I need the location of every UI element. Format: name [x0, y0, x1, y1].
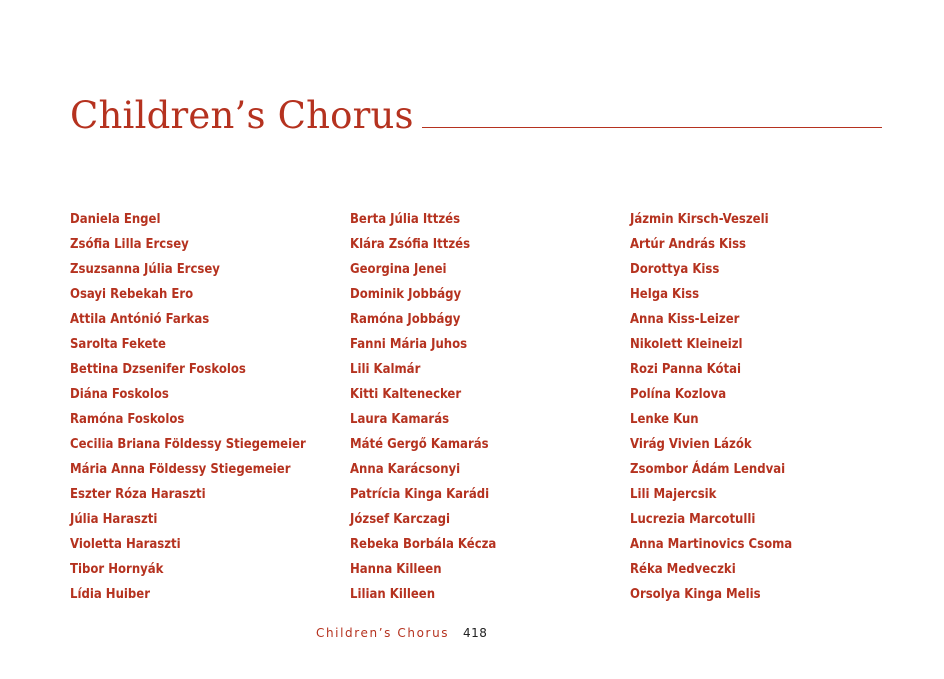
page-footer: [316, 626, 487, 640]
chorus-member-name: Júlia Haraszti: [70, 512, 158, 527]
chorus-member-name: Helga Kiss: [630, 287, 700, 302]
chorus-member-name: Zsuzsanna Júlia Ercsey: [70, 262, 220, 277]
chorus-member-name: Máté Gergő Kamarás: [350, 437, 489, 452]
chorus-member-name: Orsolya Kinga Melis: [630, 587, 761, 602]
chorus-member-name: Virág Vivien Lázók: [630, 437, 752, 452]
chorus-member-name: Lenke Kun: [630, 412, 699, 427]
name-column-1: [70, 210, 335, 610]
chorus-member-name: Diána Foskolos: [70, 387, 169, 402]
chorus-member-name: Berta Júlia Ittzés: [350, 212, 461, 227]
page-title: Children’s Chorus: [70, 94, 414, 137]
chorus-member-name: Mária Anna Földessy Stiegemeier: [70, 462, 291, 477]
chorus-member-name: Patrícia Kinga Karádi: [350, 487, 490, 502]
chorus-member-name: Fanni Mária Juhos: [350, 337, 468, 352]
chorus-member-name: Hanna Killeen: [350, 562, 442, 577]
chorus-member-name: Anna Kiss-Leizer: [630, 312, 740, 327]
chorus-member-name: Nikolett Kleineizl: [630, 337, 743, 352]
chorus-member-name: Cecilia Briana Földessy Stiegemeier: [70, 437, 306, 452]
chorus-member-name: Dominik Jobbágy: [350, 287, 462, 302]
chorus-member-name: Eszter Róza Haraszti: [70, 487, 206, 502]
page-number: 418: [462, 626, 488, 640]
name-column-2: [350, 210, 615, 610]
chorus-member-name: Lucrezia Marcotulli: [630, 512, 756, 527]
section-heading: [70, 84, 882, 137]
chorus-member-name: Ramóna Jobbágy: [350, 312, 461, 327]
chorus-member-name: Sarolta Fekete: [70, 337, 166, 352]
footer-section-label: Children’s Chorus: [316, 626, 450, 640]
chorus-member-name: Attila Antónió Farkas: [70, 312, 210, 327]
chorus-member-name: Rozi Panna Kótai: [630, 362, 742, 377]
chorus-member-name: Lídia Huiber: [70, 587, 150, 602]
chorus-member-name: Lili Majercsik: [630, 487, 717, 502]
chorus-member-name: Anna Martinovics Csoma: [630, 537, 793, 552]
chorus-member-name: Lili Kalmár: [350, 362, 421, 377]
chorus-member-name: Jázmin Kirsch-Veszeli: [630, 212, 769, 227]
chorus-member-name: Zsombor Ádám Lendvai: [630, 462, 786, 477]
title-rule: [422, 127, 882, 128]
name-column-3: [630, 210, 895, 610]
chorus-member-name: Dorottya Kiss: [630, 262, 720, 277]
chorus-member-name: Georgina Jenei: [350, 262, 447, 277]
chorus-member-name: Rebeka Borbála Kécza: [350, 537, 497, 552]
chorus-member-name: Ramóna Foskolos: [70, 412, 185, 427]
chorus-member-name: Lilian Killeen: [350, 587, 436, 602]
chorus-member-name: Klára Zsófia Ittzés: [350, 237, 471, 252]
chorus-member-name: József Karczagi: [350, 512, 450, 527]
chorus-member-name: Anna Karácsonyi: [350, 462, 461, 477]
chorus-member-name: Artúr András Kiss: [630, 237, 747, 252]
chorus-member-name: Violetta Haraszti: [70, 537, 181, 552]
chorus-member-name: Osayi Rebekah Ero: [70, 287, 194, 302]
chorus-member-name: Laura Kamarás: [350, 412, 450, 427]
chorus-member-name: Daniela Engel: [70, 212, 161, 227]
chorus-member-name: Polína Kozlova: [630, 387, 727, 402]
chorus-member-name: Réka Medveczki: [630, 562, 736, 577]
chorus-member-name: Bettina Dzsenifer Foskolos: [70, 362, 246, 377]
chorus-member-name: Kitti Kaltenecker: [350, 387, 462, 402]
chorus-member-name: Tibor Hornyák: [70, 562, 164, 577]
chorus-member-name: Zsófia Lilla Ercsey: [70, 237, 189, 252]
